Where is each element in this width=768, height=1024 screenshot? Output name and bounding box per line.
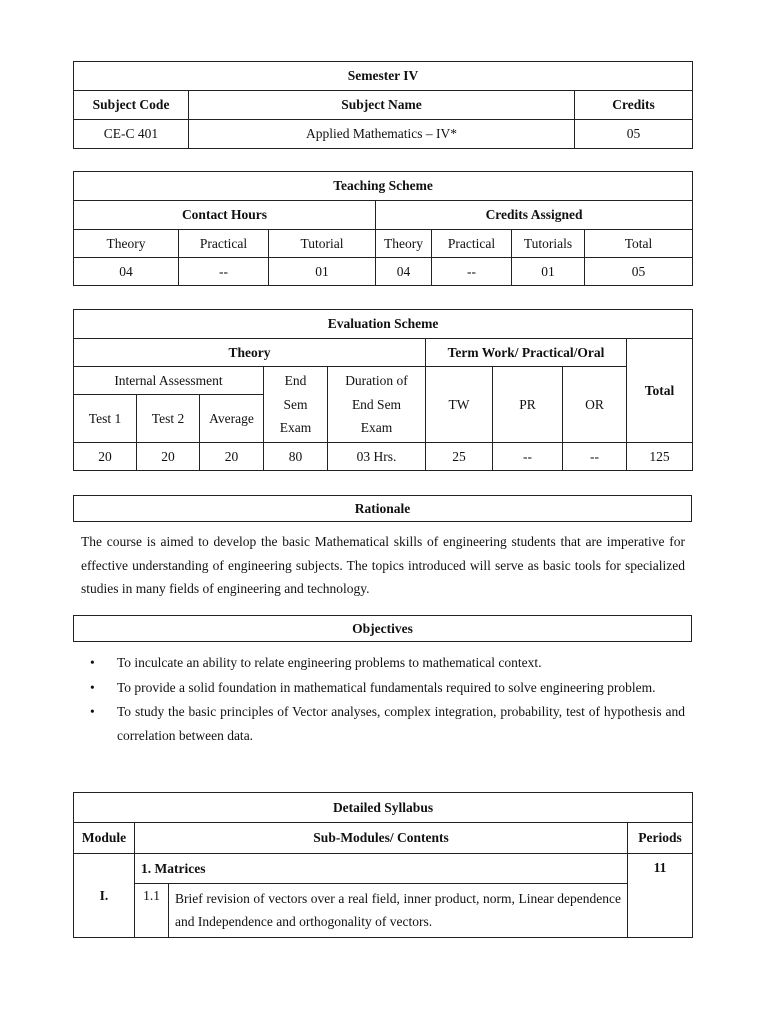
semester-title: Semester IV bbox=[74, 62, 693, 91]
table-cell: -- bbox=[179, 258, 269, 286]
col-header: Total bbox=[585, 230, 693, 258]
table-cell: 05 bbox=[585, 258, 693, 286]
list-item bbox=[81, 700, 685, 747]
objective-text: To provide a solid foundation in mathematical fundamentals required to solve engineering problem. bbox=[117, 679, 656, 695]
table-cell: 01 bbox=[512, 258, 585, 286]
subject-code: CE-C 401 bbox=[74, 120, 189, 149]
total-header: Total bbox=[627, 339, 693, 443]
submodule-text: Brief revision of vectors over a real field, inner product, norm, Linear dependence and Independence and orthogonality of vectors. bbox=[169, 884, 628, 938]
rationale-heading: Rationale bbox=[73, 495, 692, 522]
contact-hours-header: Contact Hours bbox=[74, 201, 376, 230]
objectives-list bbox=[81, 651, 685, 748]
col-header: Theory bbox=[74, 230, 179, 258]
col-header: Tutorial bbox=[269, 230, 376, 258]
module-header: Module bbox=[74, 823, 135, 854]
table-cell: 125 bbox=[627, 443, 693, 471]
table-cell: -- bbox=[493, 443, 563, 471]
table-cell: 25 bbox=[426, 443, 493, 471]
end-sem-line: Exam bbox=[279, 420, 312, 436]
col-header: Practical bbox=[179, 230, 269, 258]
table-cell: 04 bbox=[376, 258, 432, 286]
evaluation-scheme-title: Evaluation Scheme bbox=[74, 310, 693, 339]
table-cell: 20 bbox=[200, 443, 264, 471]
teaching-scheme-table bbox=[73, 171, 693, 286]
term-work-header: Term Work/ Practical/Oral bbox=[426, 339, 627, 367]
duration-line: End Sem bbox=[351, 396, 402, 412]
bullet-icon: • bbox=[90, 704, 95, 719]
list-item bbox=[81, 676, 685, 700]
header-subject-name: Subject Name bbox=[189, 91, 575, 120]
bullet-icon: • bbox=[90, 655, 95, 670]
test1-header: Test 1 bbox=[74, 395, 137, 443]
module-periods: 11 bbox=[628, 854, 693, 938]
table-cell: 20 bbox=[137, 443, 200, 471]
subject-name: Applied Mathematics – IV* bbox=[189, 120, 575, 149]
table-cell: 20 bbox=[74, 443, 137, 471]
semester-table bbox=[73, 61, 693, 149]
syllabus-title: Detailed Syllabus bbox=[74, 793, 693, 823]
teaching-scheme-title: Teaching Scheme bbox=[74, 172, 693, 201]
evaluation-scheme-table bbox=[73, 309, 693, 471]
end-sem-exam-header bbox=[264, 367, 328, 443]
module-number: I. bbox=[74, 854, 135, 938]
col-header: Tutorials bbox=[512, 230, 585, 258]
duration-line: Duration of bbox=[345, 373, 408, 389]
header-subject-code: Subject Code bbox=[74, 91, 189, 120]
table-cell: -- bbox=[563, 443, 627, 471]
module-title: 1. Matrices bbox=[135, 854, 628, 884]
list-item bbox=[81, 651, 685, 675]
end-sem-line: End bbox=[284, 373, 307, 389]
objective-text: To inculcate an ability to relate engineering problems to mathematical context. bbox=[117, 655, 542, 670]
bullet-icon: • bbox=[90, 679, 95, 695]
col-header: Theory bbox=[376, 230, 432, 258]
col-header: Practical bbox=[432, 230, 512, 258]
syllabus-table bbox=[73, 792, 693, 938]
theory-header: Theory bbox=[74, 339, 426, 367]
internal-assessment-header: Internal Assessment bbox=[74, 367, 264, 395]
table-cell: 80 bbox=[264, 443, 328, 471]
subject-credits: 05 bbox=[575, 120, 693, 149]
duration-line: Exam bbox=[360, 420, 393, 436]
test2-header: Test 2 bbox=[137, 395, 200, 443]
average-header: Average bbox=[200, 395, 264, 443]
or-header: OR bbox=[563, 367, 627, 443]
table-cell: 01 bbox=[269, 258, 376, 286]
header-credits: Credits bbox=[575, 91, 693, 120]
credits-assigned-header: Credits Assigned bbox=[376, 201, 693, 230]
rationale-text: The course is aimed to develop the basic Mathematical skills of engineering students that are imperative for effective understanding of engineering subjects. The topics introduced will serve as basic tools for specialized studies in many fields of engineering and technology. bbox=[81, 534, 685, 596]
end-sem-line: Sem bbox=[283, 396, 308, 412]
duration-header bbox=[328, 367, 426, 443]
table-cell: 04 bbox=[74, 258, 179, 286]
contents-header: Sub-Modules/ Contents bbox=[135, 823, 628, 854]
submodule-number: 1.1 bbox=[135, 884, 169, 938]
tw-header: TW bbox=[426, 367, 493, 443]
table-cell: -- bbox=[432, 258, 512, 286]
objective-text: To study the basic principles of Vector analyses, complex integration, probability, test of hypothesis and correlation between data. bbox=[117, 704, 685, 743]
objectives-heading: Objectives bbox=[73, 615, 692, 642]
pr-header: PR bbox=[493, 367, 563, 443]
periods-header: Periods bbox=[628, 823, 693, 854]
table-cell: 03 Hrs. bbox=[328, 443, 426, 471]
